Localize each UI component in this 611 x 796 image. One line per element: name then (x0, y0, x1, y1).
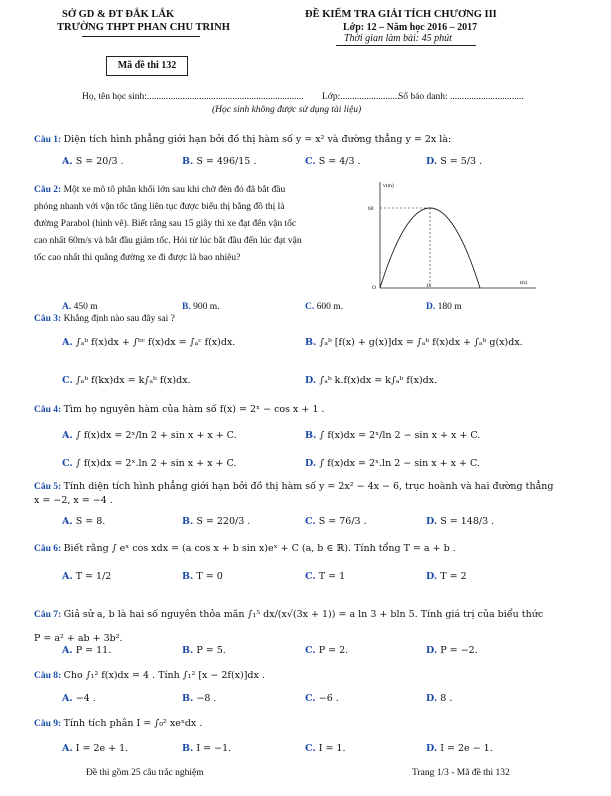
option-b: B. T = 0 (182, 571, 223, 582)
question-text-line: phóng nhanh với vận tốc tăng liên tục được biểu thị bằng đồ thị là (34, 202, 285, 212)
question-4 (34, 404, 324, 415)
question-text-line: Giả sử a, b là hai số nguyên thỏa mãn ∫₁⁵ dx/(x√(3x + 1)) = a ln 3 + bln 5. Tính giá trị của biểu thức (63, 609, 544, 620)
option-c: C. 600 m. (305, 302, 344, 312)
question-label: Câu 9: (34, 719, 62, 729)
option-c: C. S = 76/3 . (305, 516, 367, 527)
option-a: A. P = 11. (62, 645, 112, 656)
question-8 (34, 670, 265, 681)
option-b: B. I = −1. (182, 743, 232, 754)
question-text: Tìm họ nguyên hàm của hàm số f(x) = 2ˣ − cos x + 1 . (63, 404, 325, 415)
department-name: SỞ GD & ĐT ĐẮK LẮK (62, 9, 175, 20)
option-b: B. −8 . (182, 693, 217, 704)
question-text-line: đường Parabol (hình vẽ). Biết rằng sau 15 giây thì xe đạt đến vận tốc (34, 219, 297, 229)
question-text-line: Một xe mô tô phân khối lớn sau khi chờ đèn đỏ đã bắt đầu (63, 185, 286, 195)
option-c: C. P = 2. (305, 645, 349, 656)
option-b: B. 900 m. (182, 302, 220, 312)
question-5 (34, 480, 553, 508)
option-c: C. T = 1 (305, 571, 346, 582)
option-d: D. 180 m (426, 302, 462, 312)
option-c: C. ∫ₐᵇ f(kx)dx = k∫ₐᵇ f(x)dx. (62, 375, 191, 386)
option-d: D. S = 148/3 . (426, 516, 495, 527)
question-text: Biết rằng ∫ eˣ cos xdx = (a cos x + b sin x)eˣ + C (a, b ∈ ℝ). Tính tổng T = a + b . (63, 543, 456, 554)
class-field: Lớp:......................... (322, 92, 400, 102)
option-c: C. I = 1. (305, 743, 346, 754)
question-label: Câu 5: (34, 482, 62, 492)
exam-duration: Thời gian làm bài: 45 phút (344, 33, 452, 44)
option-a: A. ∫ₐᵇ f(x)dx + ∫ᵇᶜ f(x)dx = ∫ₐᶜ f(x)dx. (62, 337, 236, 348)
option-d: D. P = −2. (426, 645, 478, 656)
option-d: D. S = 5/3 . (426, 156, 483, 167)
question-text-line: Tính diện tích hình phẳng giới hạn bởi đồ thị hàm số y = 2x² − 4x − 6, trục hoành và hai đường thẳng (63, 481, 554, 492)
question-1 (34, 134, 451, 145)
option-a: A. ∫ f(x)dx = 2ˣ/ln 2 + sin x + x + C. (62, 430, 237, 441)
exam-class-year: Lớp: 12 – Năm học 2016 – 2017 (343, 22, 478, 33)
question-label: Câu 2: (34, 185, 62, 195)
footer-question-count: Đề thi gồm 25 câu trắc nghiệm (86, 768, 204, 778)
question-3 (34, 314, 175, 324)
option-a: A. S = 20/3 . (62, 156, 124, 167)
duration-underline (336, 45, 476, 46)
option-b: B. ∫ f(x)dx = 2ˣ/ln 2 − sin x + x + C. (305, 430, 481, 441)
question-2 (34, 182, 302, 267)
question-6 (34, 543, 456, 554)
x-axis-label: t(s) (520, 280, 528, 286)
footer-page-info: Trang 1/3 - Mã đề thi 132 (412, 768, 510, 778)
question-label: Câu 1: (34, 135, 62, 145)
option-a: A. I = 2e + 1. (62, 743, 129, 754)
option-b: B. S = 496/15 . (182, 156, 257, 167)
option-a: A. S = 8. (62, 516, 106, 527)
question-label: Câu 8: (34, 671, 62, 681)
x-tick-label: 15 (426, 284, 431, 289)
y-axis-label: v(m) (383, 183, 394, 189)
option-d: D. ∫ₐᵇ k.f(x)dx = k∫ₐᵇ f(x)dx. (305, 375, 438, 386)
student-id-field: Số báo danh: ............................... (398, 92, 524, 102)
option-a: A. T = 1/2 (62, 571, 112, 582)
option-d: D. ∫ f(x)dx = 2ˣ.ln 2 − sin x + x + C. (305, 458, 480, 469)
option-c: C. ∫ f(x)dx = 2ˣ.ln 2 + sin x + x + C. (62, 458, 237, 469)
question-label: Câu 3: (34, 314, 62, 324)
exam-note: (Học sinh không được sử dụng tài liệu) (212, 105, 362, 115)
question-text-line: P = a² + ab + 3b². (34, 633, 123, 644)
option-d: D. 8 . (426, 693, 453, 704)
question-text-line: cao nhất 60m/s và bắt đầu giảm tốc. Hỏi từ lúc bắt đầu đến lúc đạt vận (34, 236, 302, 246)
question-text: Khẳng định nào sau đây sai ? (63, 314, 175, 324)
school-underline (82, 36, 200, 37)
option-d: D. I = 2e − 1. (426, 743, 493, 754)
question-text: Diện tích hình phẳng giới hạn bởi đồ thị hàm số y = x² và đường thẳng y = 2x là: (63, 134, 452, 145)
exam-title: ĐỀ KIỂM TRA GIẢI TÍCH CHƯƠNG III (305, 9, 497, 20)
option-b: B. ∫ₐᵇ [f(x) + g(x)]dx = ∫ₐᵇ f(x)dx + ∫ₐᵇ g(x)dx. (305, 337, 523, 348)
question-text: Cho ∫₁² f(x)dx = 4 . Tính ∫₁² [x − 2f(x)]dx . (63, 670, 265, 681)
question-label: Câu 4: (34, 405, 62, 415)
origin-label: O (372, 285, 376, 291)
option-c: C. −6 . (305, 693, 339, 704)
question-text-line: tốc cao nhất thì quãng đường xe đi được là bao nhiêu? (34, 253, 241, 263)
velocity-graph (360, 178, 540, 296)
exam-code-box: Mã đề thi 132 (106, 56, 188, 76)
school-name: TRƯỜNG THPT PHAN CHU TRINH (57, 22, 230, 33)
question-9 (34, 718, 202, 729)
option-d: D. T = 2 (426, 571, 467, 582)
option-c: C. S = 4/3 . (305, 156, 361, 167)
y-tick-label: 60 (368, 206, 374, 212)
option-b: B. S = 220/3 . (182, 516, 251, 527)
question-text-line: x = −2, x = −4 . (34, 495, 113, 506)
option-b: B. P = 5. (182, 645, 226, 656)
question-text: Tính tích phân I = ∫₀² xeˣdx . (63, 718, 203, 729)
question-label: Câu 7: (34, 610, 62, 620)
option-a: A. 450 m (62, 302, 98, 312)
option-a: A. −4 . (62, 693, 96, 704)
student-name-field: Họ, tên học sinh:.................................................................. (82, 92, 304, 102)
question-label: Câu 6: (34, 544, 62, 554)
question-7 (34, 603, 543, 651)
